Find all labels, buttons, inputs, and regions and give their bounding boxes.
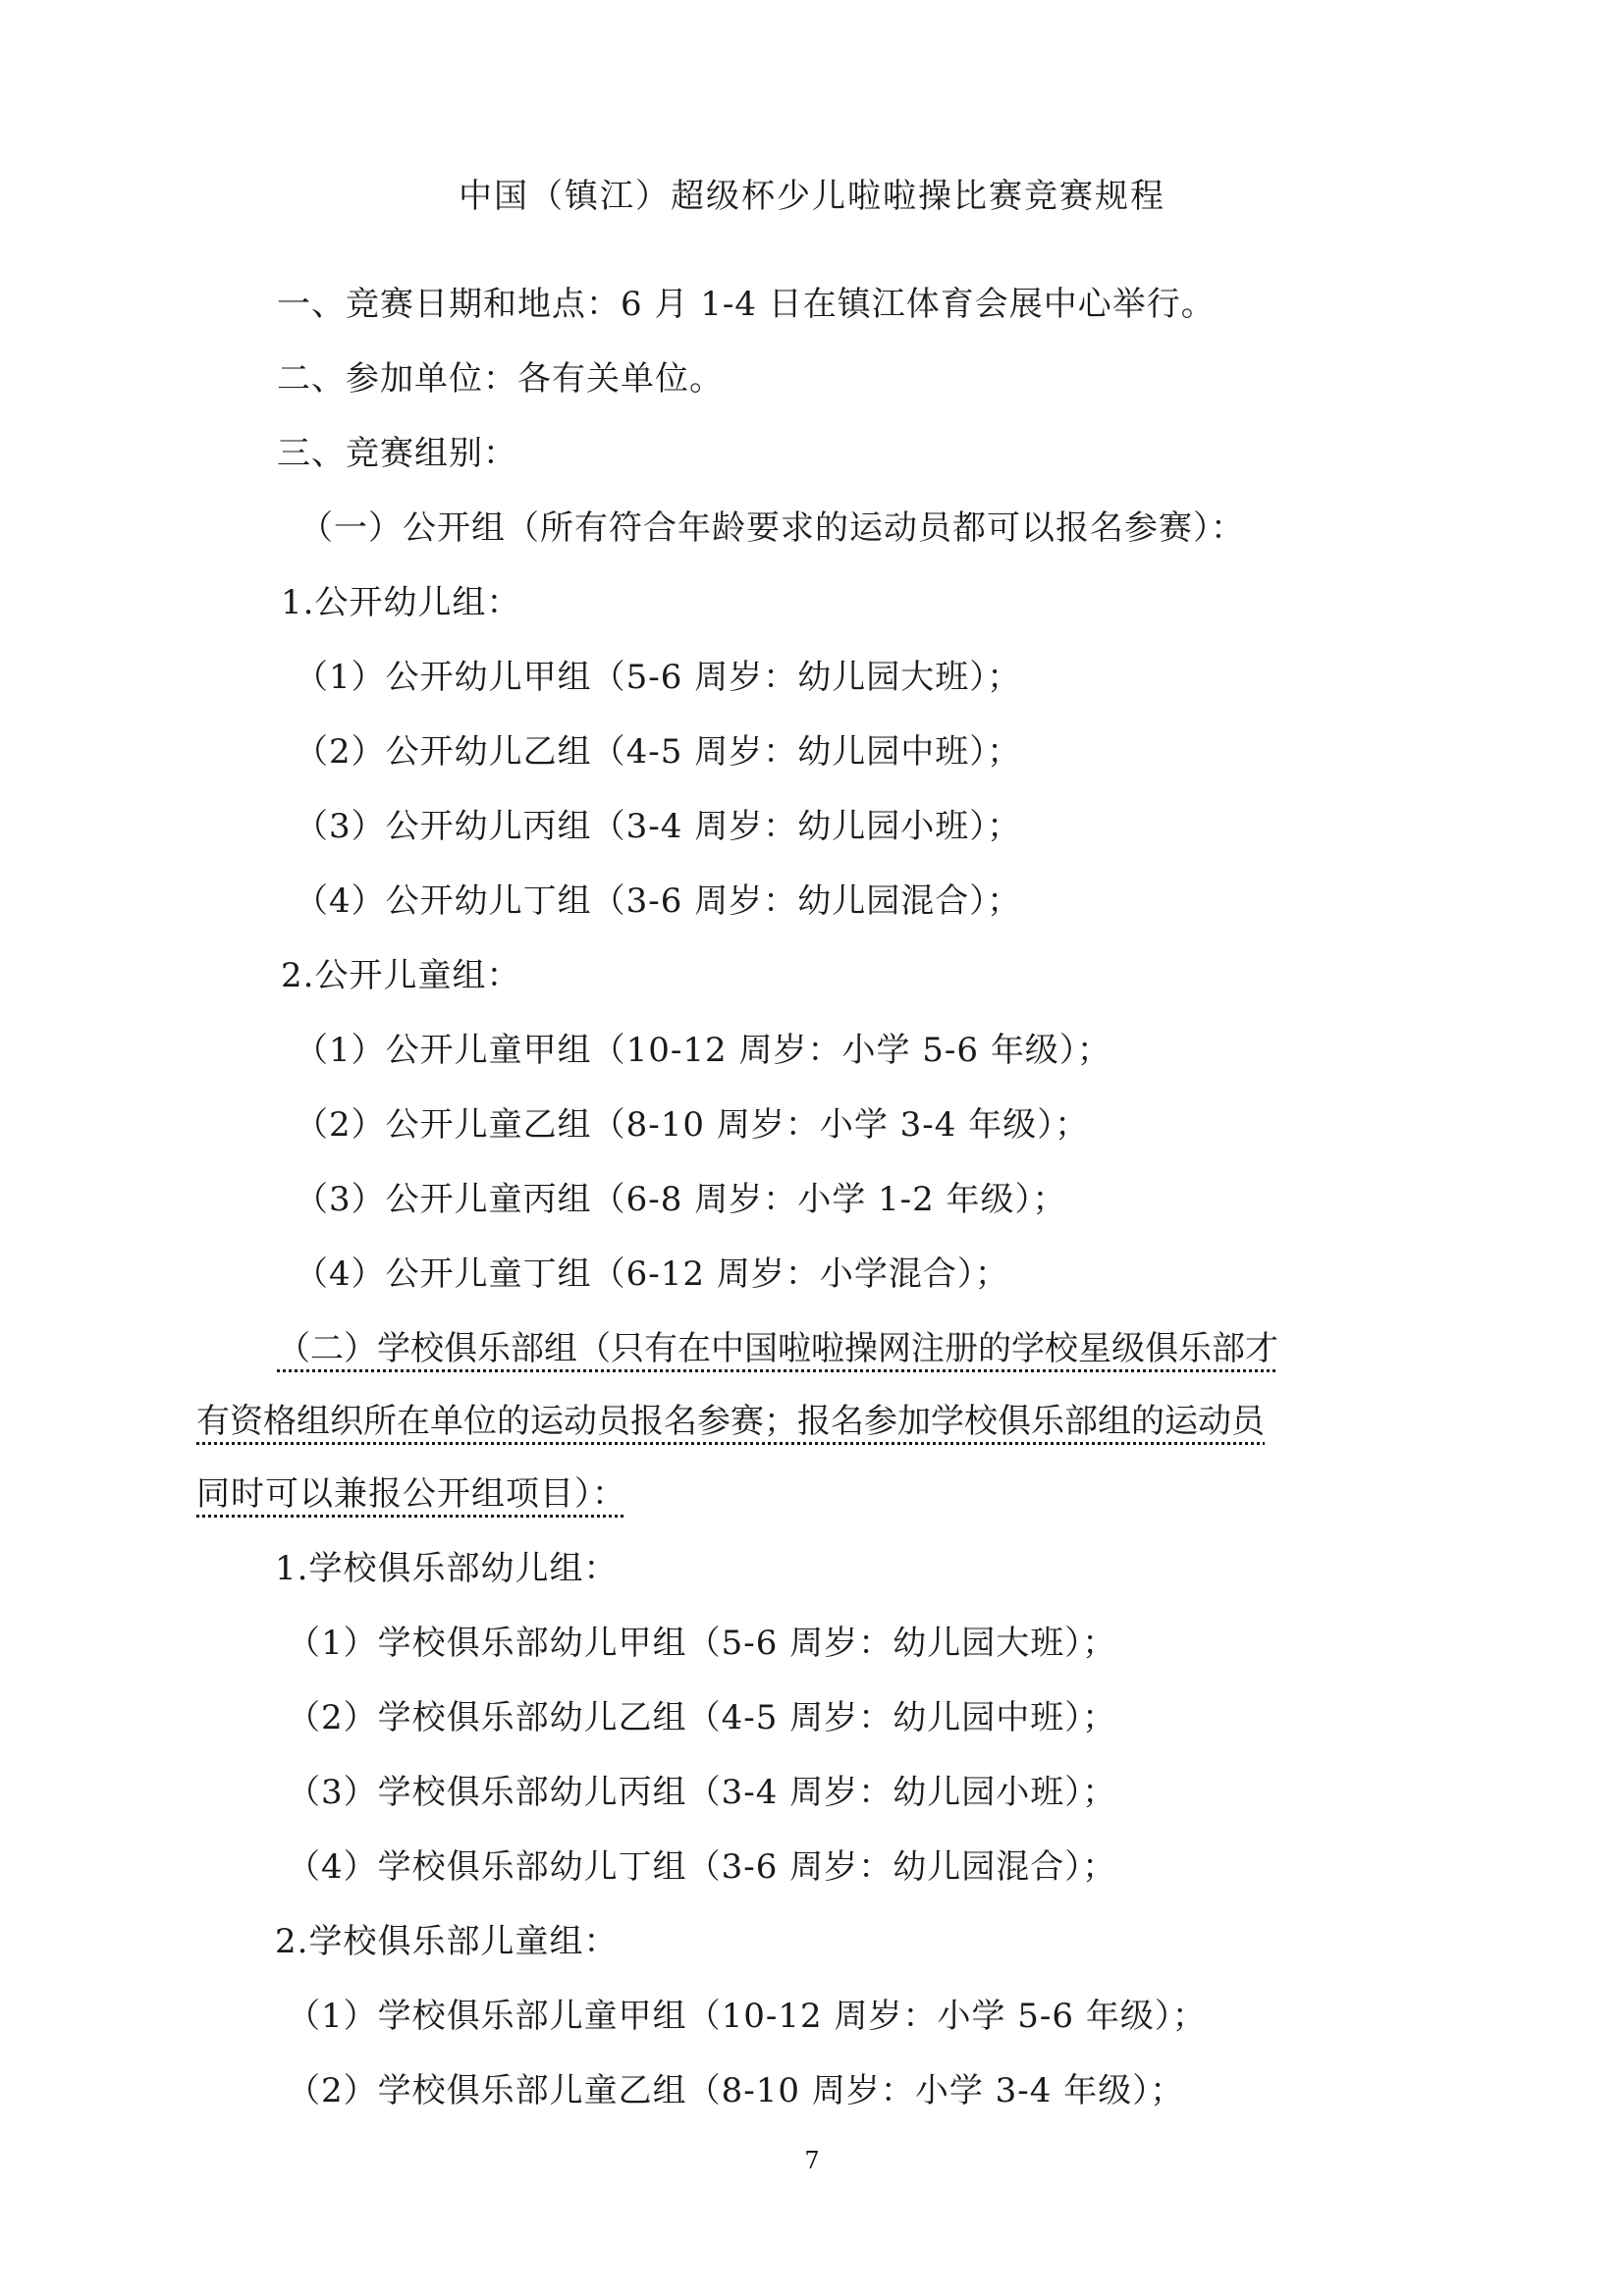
school-club-children-item-1: （1）学校俱乐部儿童甲组（10-12 周岁：小学 5-6 年级）； [287,1997,1207,2036]
school-club-group-note: 同时可以兼报公开组项目）： [196,1474,626,1514]
page-number: 7 [804,2147,820,2174]
open-children-item-4: （4）公开儿童丁组（6-12 周岁：小学混合）； [295,1255,1009,1294]
section-participating-units: 二、参加单位：各有关单位。 [277,359,724,399]
section-competition-date: 一、竞赛日期和地点：6 月 1-4 日在镇江体育会展中心举行。 [277,285,1216,324]
open-preschool-item-4: （4）公开幼儿丁组（3-6 周岁：幼儿园混合）； [295,881,1022,921]
open-preschool-item-3: （3）公开幼儿丙组（3-4 周岁：幼儿园小班）； [295,807,1022,846]
subsection-open-group: （一）公开组（所有符合年龄要求的运动员都可以报名参赛）： [299,508,1245,548]
school-club-preschool-item-1: （1）学校俱乐部幼儿甲组（5-6 周岁：幼儿园大班）； [287,1624,1117,1663]
open-preschool-item-1: （1）公开幼儿甲组（5-6 周岁：幼儿园大班）； [295,658,1022,697]
subsection-school-club-group: （二）学校俱乐部组（只有在中国啦啦操网注册的学校星级俱乐部才 [277,1329,1278,1368]
school-club-preschool-heading: 1.学校俱乐部幼儿组： [275,1549,619,1588]
open-children-heading: 2.公开儿童组： [281,956,521,995]
open-children-item-3: （3）公开儿童丙组（6-8 周岁：小学 1-2 年级）； [295,1180,1067,1219]
school-club-children-item-2: （2）学校俱乐部儿童乙组（8-10 周岁：小学 3-4 年级）； [287,2071,1185,2110]
open-preschool-heading: 1.公开幼儿组： [281,583,521,622]
open-preschool-item-2: （2）公开幼儿乙组（4-5 周岁：幼儿园中班）； [295,732,1022,772]
school-club-preschool-item-2: （2）学校俱乐部幼儿乙组（4-5 周岁：幼儿园中班）； [287,1698,1117,1737]
open-children-item-2: （2）公开儿童乙组（8-10 周岁：小学 3-4 年级）； [295,1105,1090,1145]
section-competition-groups: 三、竞赛组别： [277,434,517,473]
document-title: 中国（镇江）超级杯少儿啦啦操比赛竞赛规程 [459,177,1165,216]
open-children-item-1: （1）公开儿童甲组（10-12 周岁：小学 5-6 年级）； [295,1031,1111,1070]
school-club-preschool-item-3: （3）学校俱乐部幼儿丙组（3-4 周岁：幼儿园小班）； [287,1773,1117,1812]
school-club-children-heading: 2.学校俱乐部儿童组： [275,1922,619,1961]
school-club-preschool-item-4: （4）学校俱乐部幼儿丁组（3-6 周岁：幼儿园混合）； [287,1847,1117,1887]
school-club-group-continued: 有资格组织所在单位的运动员报名参赛；报名参加学校俱乐部组的运动员 [196,1402,1265,1441]
